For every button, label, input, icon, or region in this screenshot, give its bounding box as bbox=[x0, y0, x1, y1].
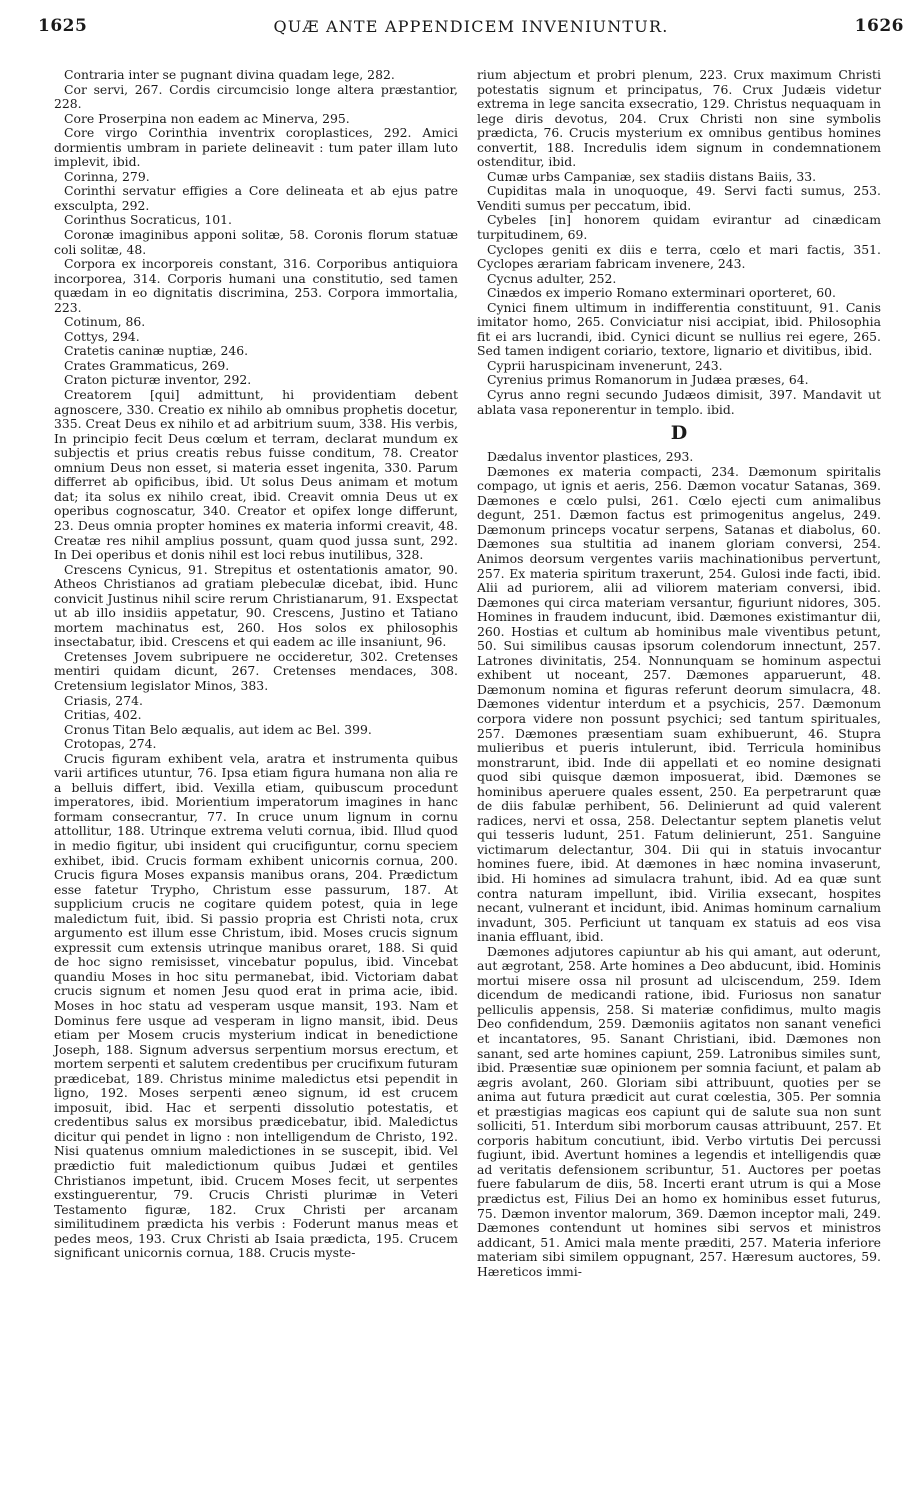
index-entry-daedalus: Dædalus inventor plastices, 293. bbox=[487, 449, 694, 465]
index-entry-crucis-continued: rium abjectum et probri plenum, 223. Crux maximum Christi potestatis signum et principatus, 76. Crux Judæis videtur extrema in lege sancita exsecratio, 129. Christus nequaquam in lege diris devotus, 204. Crux Christi non sine symbolis prædicta, 76. Crucis mysterium ex omnibus gentibus homines convertit, 188. Incredulis idem signum in condemnationem ostenditur, ibid. bbox=[477, 67, 881, 170]
index-entry-cyprii: Cyprii haruspicinam invenerunt, 243. bbox=[487, 357, 723, 373]
index-entry-cinaedos: Cinædos ex imperio Romano exterminari oporteret, 60. bbox=[487, 285, 836, 301]
index-entry-cronus: Cronus Titan Belo æqualis, aut idem ac Bel. 399. bbox=[64, 721, 372, 737]
index-entry-core-proserpina: Core Proserpina non eadem ac Minerva, 295. bbox=[64, 110, 350, 126]
index-entry-corpora: Corpora ex incorporeis constant, 316. Corporibus antiquiora incorporea, 314. Corporis humani una constitutio, sed tamen quædam in eo dignitatis discrimina, 253. Corpora immortalia, 223. bbox=[54, 256, 458, 315]
index-entry-contraria: Contraria inter se pugnant divina quadam lege, 282. bbox=[64, 67, 395, 82]
right-column-number: 1626 bbox=[854, 16, 904, 36]
index-entry-criasis: Criasis, 274. bbox=[64, 692, 143, 708]
index-entry-crucis: Crucis figuram exhibent vela, aratra et instrumenta quibus varii artifices utuntur, 76. Ipsa etiam figura humana non alia re a belluis differt, ibid. Vexilla etiam, quibuscum procedunt imperatores, ibid. Morientium imperatorum imagines in hanc formam consecrantur, 77. In cruce unum lignum in cornu attollitur, 188. Utrinque extrema veluti cornua, ibid. Illud quod in medio figitur, ubi insident qui crucifiguntur, cornu speciem exhibet, ibid. Crucis formam exhibent unicornis cornua, 200. Crucis figura Moses expansis manibus orans, 204. Prædictum esse fatetur Trypho, Christum esse passurum, 187. At supplicium crucis ne cogitare quidem potest, quia in lege maledictum fuit, ibid. Si passio propria est Christi nota, crux argumento est illum esse Christum, ibid. Moses crucis signum expressit cum extensis utrinque manibus oraret, 188. Si quid de hoc signo remisisset, vincebatur populus, ibid. Vincebat quandiu Moses in hoc situ permanebat, ibid. Victoriam dabat crucis signum et nomen Jesu quod erat in prima acie, ibid. Moses in hoc statu ad vesperam usque mansit, 193. Nam et Dominus fere usque ad vesperam in ligno mansit, ibid. Deus etiam per Mosem crucis mysterium indicat in benedictione Joseph, 188. Signum adversus serpentium morsus erectum, et mortem serpenti et salutem credentibus per crucifixum futuram prædicebat, 189. Christus minime maledictus etsi pependit in ligno, 192. Moses serpenti æneo signum, id est crucem imposuit, ibid. Hac et serpenti dissolutio potestatis, et credentibus salus ex morsibus prædicebatur, ibid. Maledictus dicitur qui pendet in ligno : non intelligendum de Christo, 192. Nisi quatenus omnium maledictiones in se suscepit, ibid. Vel prædictio fuit maledictionum quibus Judæi et gentiles Christianos impetunt, ibid. Crucem Moses fecit, ut serpentes exstinguerentur, 79. Crucis Christi plurimæ in Veteri Testamento figuræ, 182. Crux Christi per arcanam similitudinem prædicta his verbis : Foderunt manus meas et pedes meos, 193. Crux Christi ab Isaia prædicta, 195. Crucem significant unicornis cornua, 188. Crucis myste- bbox=[54, 750, 458, 1261]
index-entry-corinna: Corinna, 279. bbox=[64, 168, 150, 184]
index-entry-corinthi: Corinthi servatur effigies a Core delineata et ab ejus patre exsculpta, 292. bbox=[54, 183, 458, 213]
index-entry-daemones: Dæmones ex materia compacti, 234. Dæmonum spiritalis compago, ut ignis et aeris, 256. Dæmon vocatur Satanas, 369. Dæmones e cœlo pulsi, 261. Cœlo ejecti cum animalibus degunt, 251. Dæmon factus est primogenitus angelus, 249. Dæmonum princeps vocatur serpens, Satanas et diabolus, 60. Dæmones sua stultitia ad inanem gloriam conversi, 254. Animos deorsum vergentes variis machinationibus pervertunt, 257. Ex materia spiritum traxerunt, 254. Gulosi inde facti, ibid. Alii ad puriorem, alii ad viliorem materiam conversi, ibid. Dæmones qui circa materiam versantur, figuriunt nidores, 305. Homines in fraudem inducunt, ibid. Dæmones existimantur dii, 260. Hostias et cultum ab hominibus male viventibus petunt, 50. Sui similibus causas ipsorum colendorum innectunt, 257. Latrones divinitatis, 254. Nonnunquam se hominum aspectui exhibent ut noceant, 257. Dæmones apparuerunt, 48. Dæmonum nomina et figuras referunt deorum simulacra, 48. Dæmones videntur interdum et a psychicis, 257. Dæmonum corpora videre non possunt psychici; sed tantum spirituales, 257. Dæmones præsentiam suam exhibuerunt, 46. Stupra mulieribus et pueris intulerunt, ibid. Terricula hominibus monstrarunt, ibid. Inde dii appellati et eo nomine designati quod sibi quisque dæmon imposuerat, ibid. Dæmones se hominibus aperuere quales essent, 250. Ea perpetrarunt quæ de diis fabulæ perhibent, 56. Delinierunt ad quid valerent radices, nervi et ossa, 258. Delectantur septem planetis velut qui tesseris ludunt, 251. Fatum delinierunt, 251. Sanguine victimarum delectantur, 304. Dii qui in statuis invocantur homines fuere, ibid. At dæmones in hæc nomina invaserunt, ibid. Hi homines ad simulacra trahunt, ibid. Ad ea quæ sunt contra naturam impellunt, ibid. Virilia exsecant, hospites necant, vulnerant et incidunt, ibid. Animas hominum carnalium invadunt, 305. Perficiunt ut tanquam ex statuis ad eos visa inania effluant, ibid. bbox=[477, 463, 881, 945]
index-entry-cratetis: Cratetis caninæ nuptiæ, 246. bbox=[64, 343, 249, 359]
page-header bbox=[38, 16, 904, 52]
index-entry-daemones-adjutores: Dæmones adjutores capiuntur ab his qui amant, aut oderunt, aut ægrotant, 258. Arte homines a Deo abducunt, ibid. Hominis mortui misere ossa nil prosunt ad ulciscendum, 259. Idem dicendum de medicandi ratione, ibid. Furiosus non sanatur pelliculis appensis, 258. Si materiæ confidimus, multo magis Deo confidendum, 259. Dæmoniis agitatos non sanant venefici et incantatores, 95. Sanant Christiani, ibid. Dæmones non sanant, sed arte homines capiunt, 259. Latronibus similes sunt, ibid. Præsentiæ suæ opinionem per somnia faciunt, et palam ab ægris avolant, 260. Gloriam sibi attribuunt, quoties per se anima aut futura prædicit aut curat cœlestia, 305. Per somnia et præstigias magicas eos capiunt qui de salute sua non sunt solliciti, 51. Interdum sibi morborum causas attribuunt, 257. Et corporis habitum concutiunt, ibid. Verbo virtutis Dei percussi fugiunt, ibid. Avertunt homines a legendis et intelligendis quæ ad veritatis defensionem scribuntur, 51. Auctores per poetas fuere fabularum de diis, 58. Incerti erant utrum is qui a Mose prædictus est, Filius Dei an homo ex hominibus esset futurus, 75. Dæmon inventor malorum, 369. Dæmon inceptor mali, 249. Dæmones contendunt ut homines sibi servos et ministros addicant, 51. Amici mala mente præditi, 257. Materia inferiore materiam sibi similem oppugnant, 257. Hæresum auctores, 59. Hæreticos immi- bbox=[477, 943, 881, 1279]
index-entry-cotinum: Cotinum, 86. bbox=[64, 314, 146, 330]
left-column bbox=[54, 68, 458, 1261]
index-entry-craton: Craton picturæ inventor, 292. bbox=[64, 372, 252, 388]
index-entry-cynici: Cynici finem ultimum in indifferentia constituunt, 91. Canis imitator homo, 265. Conviciatur nisi accipiat, ibid. Philosophia fit ei ars lucrandi, ibid. Cynici dicunt se nullius rei egere, 265. Sed tamen indigent coriario, textore, lignario et divitibus, ibid. bbox=[477, 299, 881, 359]
right-column bbox=[477, 68, 881, 1279]
index-entry-crates: Crates Grammaticus, 269. bbox=[64, 357, 230, 373]
index-entry-critias: Critias, 402. bbox=[64, 707, 142, 723]
index-entry-corinthus: Corinthus Socraticus, 101. bbox=[64, 212, 232, 228]
left-column-number: 1625 bbox=[38, 16, 88, 36]
running-title: QUÆ ANTE APPENDICEM INVENIUNTUR. bbox=[273, 17, 669, 36]
index-entry-cumae: Cumæ urbs Campaniæ, sex stadiis distans Baiis, 33. bbox=[487, 168, 817, 184]
index-entry-cyclopes: Cyclopes geniti ex diis e terra, cœlo et mari factis, 351. Cyclopes ærariam fabricam invenere, 243. bbox=[477, 241, 881, 272]
index-entry-coronae: Coronæ imaginibus apponi solitæ, 58. Coronis florum statuæ coli solitæ, 48. bbox=[54, 227, 458, 257]
index-entry-cupiditas: Cupiditas mala in unoquoque, 49. Servi facti sumus, 253. Venditi sumus per peccatum, ibid. bbox=[477, 183, 881, 213]
index-entry-creatorem: Creatorem [qui] admittunt, hi providentiam debent agnoscere, 330. Creatio ex nihilo ab omnibus prophetis docetur, 335. Creat Deus ex nihilo et ad arbitrium suum, 338. His verbis, In principio fecit Deus cœlum et terram, declarat mundum ex subjectis et prius creatis rebus fuisse conditum, 78. Creator omnium Deus non esset, si materia esset ingenita, 330. Parum differret ab opificibus, ibid. Ut solus Deus animam et motum dat; ita solus ex nihilo creat, ibid. Creavit omnia Deus ut ex operibus cognoscatur, 340. Creator et opifex longe differunt, 23. Deus omnia propter homines ex materia informi creavit, 48. Creatæ res nihil amplius possunt, quam quod jussa sunt, 292. In Dei operibus et donis nihil est loci rebus inutilibus, 328. bbox=[54, 387, 458, 563]
index-entry-cyrenius: Cyrenius primus Romanorum in Judæa præses, 64. bbox=[487, 372, 809, 388]
index-entry-cottys: Cottys, 294. bbox=[64, 328, 140, 344]
index-entry-core-virgo: Core virgo Corinthia inventrix coroplastices, 292. Amici dormientis umbram in pariete delineavit : tum pater illam luto implevit, ibid. bbox=[54, 125, 458, 170]
index-entry-cybeles: Cybeles [in] honorem quidam evirantur ad cinædicam turpitudinem, 69. bbox=[477, 212, 881, 243]
index-entry-cyrus: Cyrus anno regni secundo Judæos dimisit, 397. Mandavit ut ablata vasa reponerentur in templo. ibid. bbox=[477, 387, 881, 417]
index-entry-cycnus: Cycnus adulter, 252. bbox=[487, 270, 617, 286]
index-entry-crotopas: Crotopas, 274. bbox=[64, 736, 157, 752]
index-entry-cor: Cor servi, 267. Cordis circumcisio longe altera præstantior, 228. bbox=[54, 81, 458, 112]
section-letter-d: D bbox=[670, 422, 688, 445]
index-entry-cretenses: Cretenses Jovem subripuere ne occideretur, 302. Cretenses mentiri quidam dicunt, 267. Cretenses mendaces, 308. Cretensium legislator Minos, 383. bbox=[54, 648, 458, 693]
index-entry-crescens: Crescens Cynicus, 91. Strepitus et ostentationis amator, 90. Atheos Christianos ad gratiam plebeculæ dicebat, ibid. Hunc convicit Justinus nihil scire rerum Christianarum, 91. Exspectat ut ab illo insidiis appetatur, 90. Crescens, Justino et Tatiano mortem machinatus est, 260. Hos solos ex philosophis insectabatur, ibid. Crescens et qui eadem ac ille insaniunt, 96. bbox=[54, 561, 458, 650]
